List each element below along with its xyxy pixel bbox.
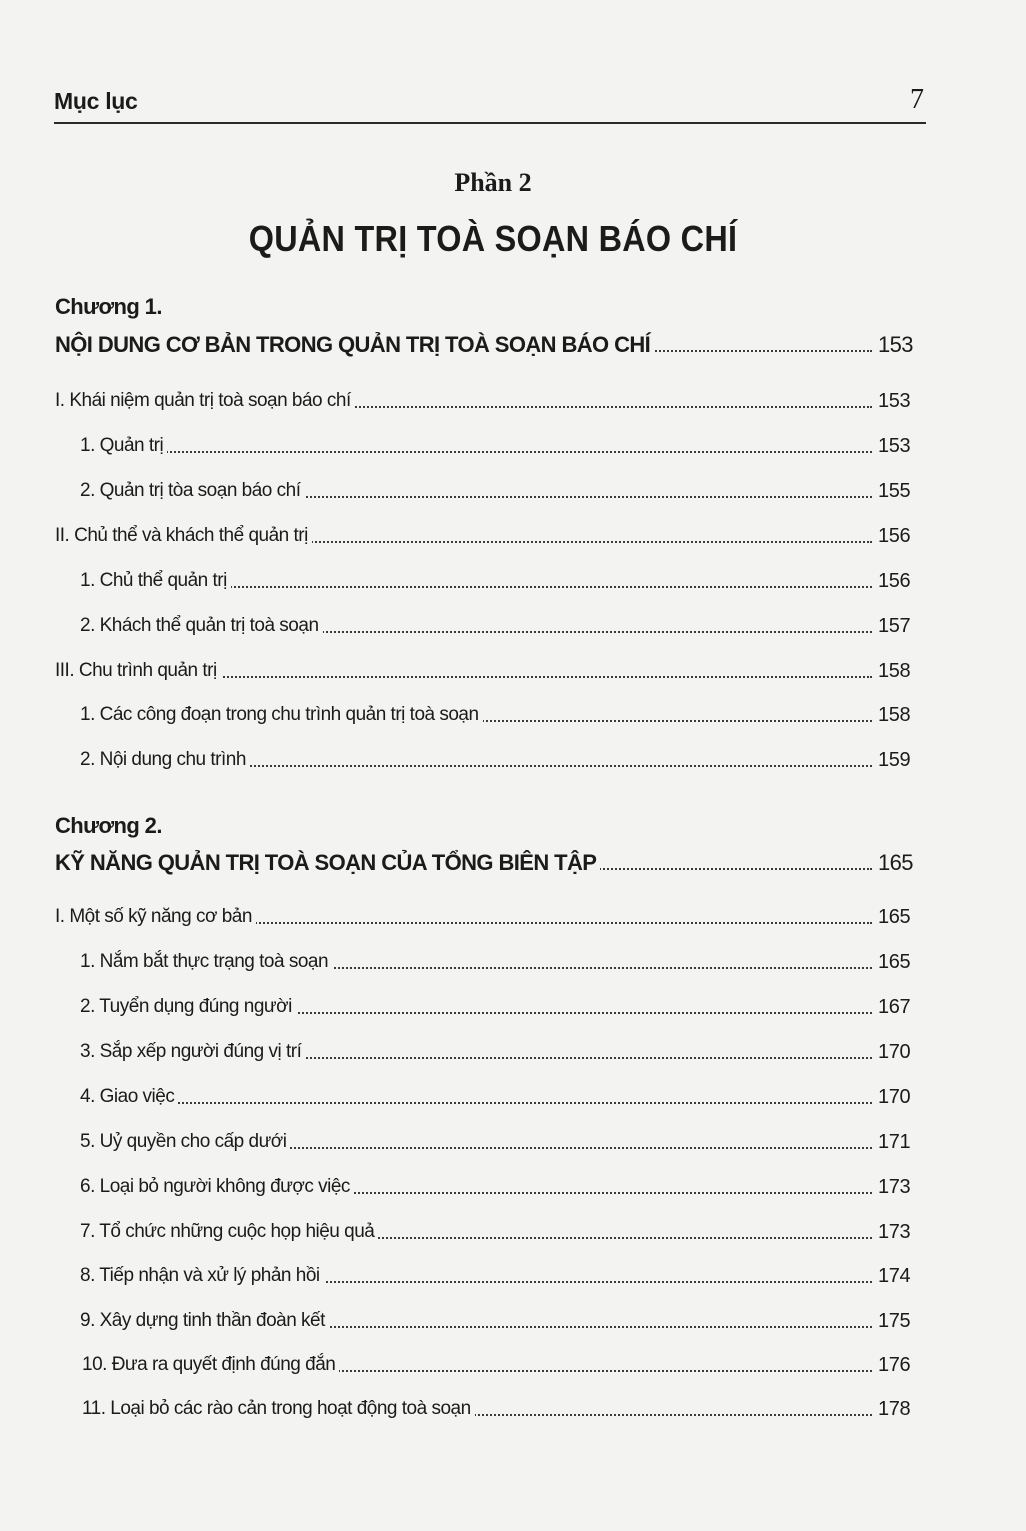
toc-entry-label: 11. Loại bỏ các rào cản trong hoạt động toà soạn: [82, 1394, 475, 1424]
toc-entry-label: 2. Khách thể quản trị toà soạn: [80, 611, 323, 641]
toc-entry-page: 171: [878, 1127, 912, 1157]
toc-entry[interactable]: [0, 745, 1026, 779]
toc-entry[interactable]: [0, 566, 1026, 600]
chapter-2-title: KỸ NĂNG QUẢN TRỊ TOÀ SOẠN CỦA TỔNG BIÊN TẬP: [55, 848, 600, 878]
toc-entry[interactable]: [0, 1172, 1026, 1206]
toc-entry-label: 9. Xây dựng tinh thần đoàn kết: [80, 1306, 329, 1336]
toc-entry-label: 2. Quản trị tòa soạn báo chí: [80, 476, 305, 506]
dot-leader: [85, 451, 872, 453]
toc-entry-label: 1. Nắm bắt thực trạng toà soạn: [80, 947, 332, 977]
toc-entry[interactable]: [0, 1217, 1026, 1251]
toc-entry-page: 153: [878, 386, 912, 416]
toc-entry-page: 174: [878, 1261, 912, 1291]
toc-entry-page: 158: [878, 656, 912, 686]
page-number: 7: [910, 84, 924, 115]
toc-entry[interactable]: [0, 1350, 1026, 1384]
toc-entry-page: 155: [878, 476, 912, 506]
toc-entry-label: 3. Sắp xếp người đúng vị trí: [80, 1037, 305, 1067]
toc-entry-label: 8. Tiếp nhận và xử lý phản hồi: [80, 1261, 324, 1291]
toc-entry-page: 153: [878, 431, 912, 461]
toc-entry[interactable]: [0, 656, 1026, 690]
toc-entry-page: 178: [878, 1394, 912, 1424]
toc-entry[interactable]: [0, 1127, 1026, 1161]
toc-entry[interactable]: [0, 611, 1026, 645]
toc-entry-page: 159: [878, 745, 912, 775]
toc-entry-page: 175: [878, 1306, 912, 1336]
toc-entry-label: 1. Các công đoạn trong chu trình quản trị toà soạn: [80, 700, 483, 730]
toc-entry-page: 158: [878, 700, 912, 730]
running-header: [54, 84, 926, 124]
chapter-2-name: Chương 2.: [55, 813, 162, 838]
chapter-1-page: 153: [878, 330, 912, 360]
toc-entry[interactable]: [0, 1037, 1026, 1071]
toc-entry[interactable]: [0, 947, 1026, 981]
chapter-2-title-row[interactable]: [0, 848, 1026, 882]
toc-entry-page: 165: [878, 902, 912, 932]
toc-entry-page: 173: [878, 1172, 912, 1202]
toc-entry[interactable]: [0, 1082, 1026, 1116]
running-title: Mục lục: [54, 88, 138, 114]
toc-entry-page: 156: [878, 521, 912, 551]
toc-entry-page: 157: [878, 611, 912, 641]
toc-entry-page: 167: [878, 992, 912, 1022]
toc-entry-label: II. Chủ thể và khách thể quản trị: [55, 521, 312, 551]
toc-entry-label: 6. Loại bỏ người không được việc: [80, 1172, 354, 1202]
toc-entry[interactable]: [0, 1261, 1026, 1295]
toc-entry[interactable]: [0, 476, 1026, 510]
chapter-2-page: 165: [878, 848, 912, 878]
toc-entry-label: 2. Tuyển dụng đúng người: [80, 992, 296, 1022]
toc-entry-label: 4. Giao việc: [80, 1082, 178, 1112]
toc-entry[interactable]: [0, 386, 1026, 420]
chapter-1-name: Chương 1.: [55, 294, 162, 319]
toc-entry[interactable]: [0, 700, 1026, 734]
toc-entry-label: 7. Tổ chức những cuộc họp hiệu quả: [80, 1217, 378, 1247]
part-title: QUẢN TRỊ TOÀ SOẠN BÁO CHÍ: [248, 218, 738, 259]
toc-entry[interactable]: [0, 992, 1026, 1026]
toc-entry[interactable]: [0, 1306, 1026, 1340]
toc-entry[interactable]: [0, 521, 1026, 555]
toc-entry-label: 1. Chủ thể quản trị: [80, 566, 231, 596]
toc-entry-page: 156: [878, 566, 912, 596]
toc-entry[interactable]: [0, 902, 1026, 936]
part-label: Phần 2: [454, 168, 532, 197]
toc-entry[interactable]: [0, 1394, 1026, 1428]
dot-leader: [85, 1102, 872, 1104]
toc-entry-label: 2. Nội dung chu trình: [80, 745, 250, 775]
toc-entry-page: 173: [878, 1217, 912, 1247]
toc-entry-page: 165: [878, 947, 912, 977]
chapter-1-title-row[interactable]: [0, 330, 1026, 364]
toc-entry-label: I. Một số kỹ năng cơ bản: [55, 902, 256, 932]
toc-entry-label: 5. Uỷ quyền cho cấp dưới: [80, 1127, 290, 1157]
toc-entry-label: 1. Quản trị: [80, 431, 167, 461]
toc-entry-label: 10. Đưa ra quyết định đúng đắn: [82, 1350, 339, 1380]
toc-entry-label: I. Khái niệm quản trị toà soạn báo chí: [55, 386, 355, 416]
toc-entry-label: III. Chu trình quản trị: [55, 656, 221, 686]
toc-entry[interactable]: [0, 431, 1026, 465]
toc-entry-page: 170: [878, 1037, 912, 1067]
toc-entry-page: 176: [878, 1350, 912, 1380]
toc-entry-page: 170: [878, 1082, 912, 1112]
chapter-1-title: NỘI DUNG CƠ BẢN TRONG QUẢN TRỊ TOÀ SOẠN BÁO CHÍ: [55, 330, 654, 360]
